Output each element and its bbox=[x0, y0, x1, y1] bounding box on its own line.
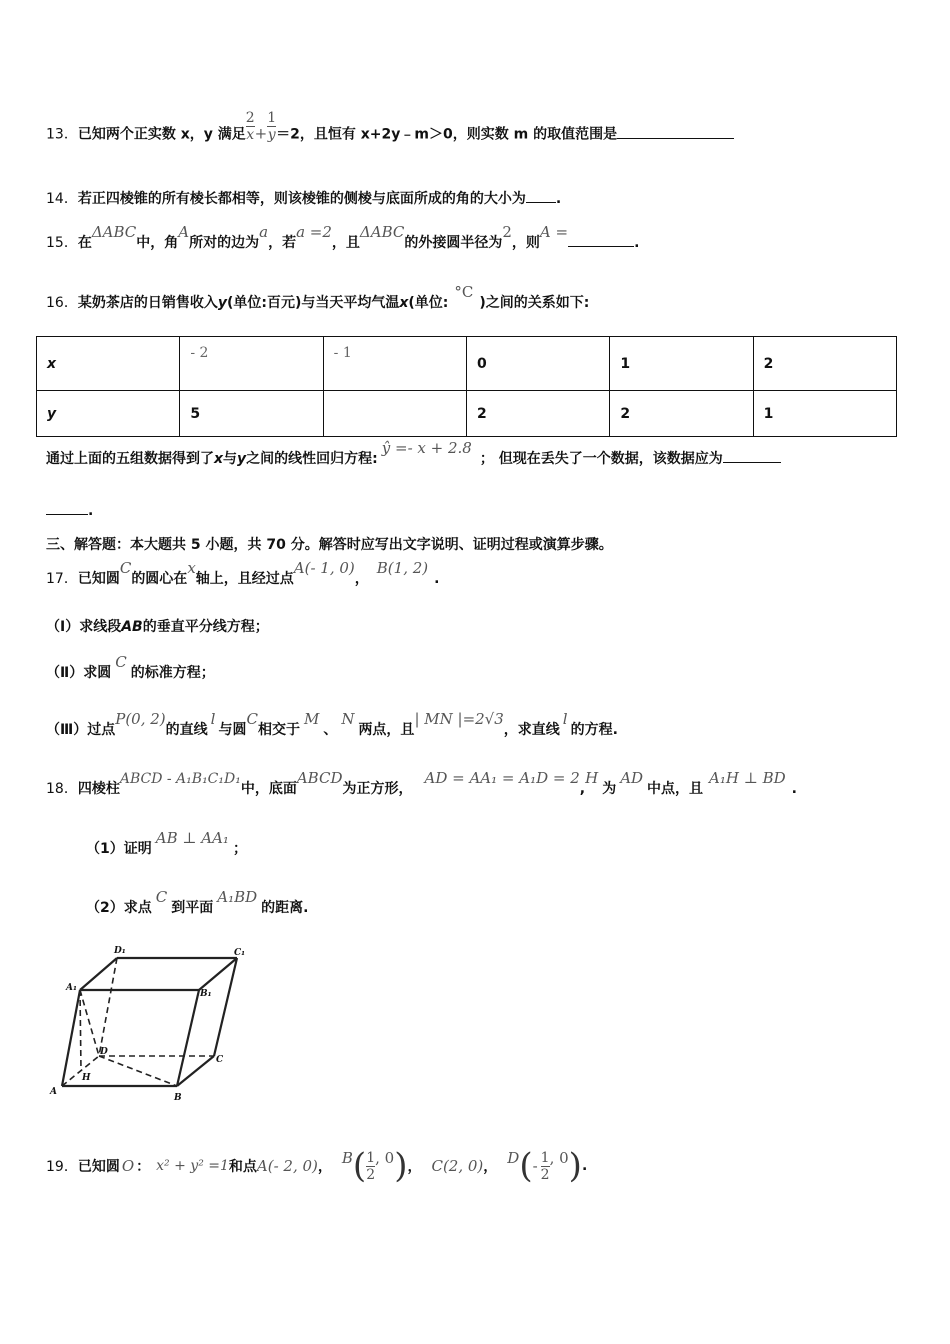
label-b1: B₁ bbox=[200, 989, 212, 999]
question-number: 17． bbox=[46, 571, 78, 587]
label-c: C bbox=[216, 1055, 224, 1065]
question-15: 15．在ΔABC中，角A所对的边为a，若a =2，且ΔABC的外接圆半径为2，则A =. bbox=[46, 223, 640, 251]
answer-blank bbox=[526, 188, 556, 203]
question-text: 已知两个正实数 x，y 满足 bbox=[77, 126, 246, 143]
table-cell: - 1 bbox=[323, 337, 466, 391]
data-table bbox=[36, 336, 897, 437]
table-cell: 1 bbox=[610, 337, 753, 391]
answer-blank bbox=[46, 500, 88, 515]
table-cell: 1 bbox=[753, 391, 896, 437]
label-a1: A₁ bbox=[66, 983, 77, 993]
label-a: A bbox=[50, 1087, 57, 1097]
answer-blank bbox=[568, 232, 634, 247]
table-cell: x bbox=[37, 337, 180, 391]
question-14: 14．若正四棱锥的所有棱长都相等，则该棱锥的侧棱与底面所成的角的大小为 . bbox=[46, 188, 561, 208]
table-cell: y bbox=[37, 391, 180, 437]
question-16: 16．某奶茶店的日销售收入y(单位:百元)与当天平均气温x(单位:°C)之间的关系如下: bbox=[46, 283, 590, 311]
table-cell bbox=[323, 391, 466, 437]
label-c1: C₁ bbox=[234, 948, 246, 958]
solid-edges bbox=[62, 958, 237, 1086]
fraction-one-half: $\frac{1}{2}$ bbox=[366, 1149, 376, 1183]
question-17: 17．已知圆C的圆心在x轴上，且经过点A(- 1, 0)，B(1, 2). bbox=[46, 559, 440, 587]
question-number: 18． bbox=[46, 781, 78, 797]
table-cell: 0 bbox=[466, 337, 609, 391]
table-row bbox=[37, 391, 897, 437]
question-number: 19． bbox=[46, 1159, 78, 1175]
math-triangle-abc: ΔABC bbox=[91, 223, 137, 241]
table-cell: 2 bbox=[610, 391, 753, 437]
question-16-blank-continued: . bbox=[46, 500, 93, 519]
question-18-part-2: （2）求点C到平面A₁BD的距离. bbox=[86, 888, 309, 916]
label-h: H bbox=[82, 1073, 91, 1083]
fraction-one-half: $\frac{1}{2}$ bbox=[540, 1149, 550, 1183]
section-heading: 三、解答题：本大题共 5 小题，共 70 分。解答时应写出文字说明、证明过程或演算步骤。 bbox=[46, 537, 613, 553]
degree-celsius: °C bbox=[454, 283, 474, 301]
question-number: 16． bbox=[46, 295, 78, 311]
question-17-part-1: （Ⅰ）求线段AB的垂直平分线方程； bbox=[46, 619, 269, 635]
question-16-continued: 通过上面的五组数据得到了x与y之间的线性回归方程:ŷ =- x + 2.8； 但现在丢失了一个数据，该数据应为 bbox=[46, 448, 781, 468]
question-17-part-3: （Ⅲ）过点P(0, 2)的直线l与圆C相交于M、N两点，且| MN |=2√3，求直线l的方程. bbox=[46, 710, 618, 738]
question-18: 18．四棱柱ABCD - A₁B₁C₁D₁中，底面ABCD为正方形，AD = AA₁ = A₁D = 2,H为AD中点，且A₁H ⊥ BD. bbox=[46, 769, 797, 797]
table-row bbox=[37, 337, 897, 391]
fraction-1-over-y: $\frac{1}{y}$ bbox=[267, 110, 277, 143]
table-cell: 5 bbox=[180, 391, 323, 437]
table-cell: 2 bbox=[466, 391, 609, 437]
question-number: 14． bbox=[46, 191, 78, 207]
prism-figure bbox=[44, 938, 254, 1108]
table-cell: - 2 bbox=[180, 337, 323, 391]
label-d1: D₁ bbox=[114, 946, 126, 956]
table-cell: 2 bbox=[753, 337, 896, 391]
label-d: D bbox=[100, 1047, 108, 1057]
question-17-part-2: （Ⅱ）求圆C的标准方程； bbox=[46, 653, 215, 681]
regression-equation: ŷ =- x + 2.8 bbox=[381, 439, 472, 457]
question-19: 19． 已知圆 O ： x² + y² =1 和点 A(- 2, 0) ， B ( $\frac{1}{2}$ , 0 ) ， C(2, 0) ， D ( - $\frac{1}{2}$ , 0 ) . bbox=[46, 1146, 588, 1186]
answer-blank bbox=[617, 124, 734, 139]
question-number: 15． bbox=[46, 235, 78, 251]
fraction-2-over-x: $\frac{2}{x}$ bbox=[245, 110, 255, 143]
vertex-labels bbox=[49, 946, 245, 1103]
answer-blank bbox=[723, 448, 781, 463]
question-18-part-1: （1）证明AB ⊥ AA₁； bbox=[86, 829, 247, 857]
question-13: 13．已知两个正实数 x，y 满足 $\frac{2}{x}$ + $\frac{1}{y}$ ＝2，且恒有 x+2y﹣m＞0，则实数 m 的取值范围是 bbox=[46, 118, 734, 158]
question-number: 13． bbox=[46, 126, 78, 143]
question-text: 若正四棱锥的所有棱长都相等，则该棱锥的侧棱与底面所成的角的大小为 bbox=[77, 191, 526, 207]
label-b: B bbox=[174, 1093, 182, 1103]
